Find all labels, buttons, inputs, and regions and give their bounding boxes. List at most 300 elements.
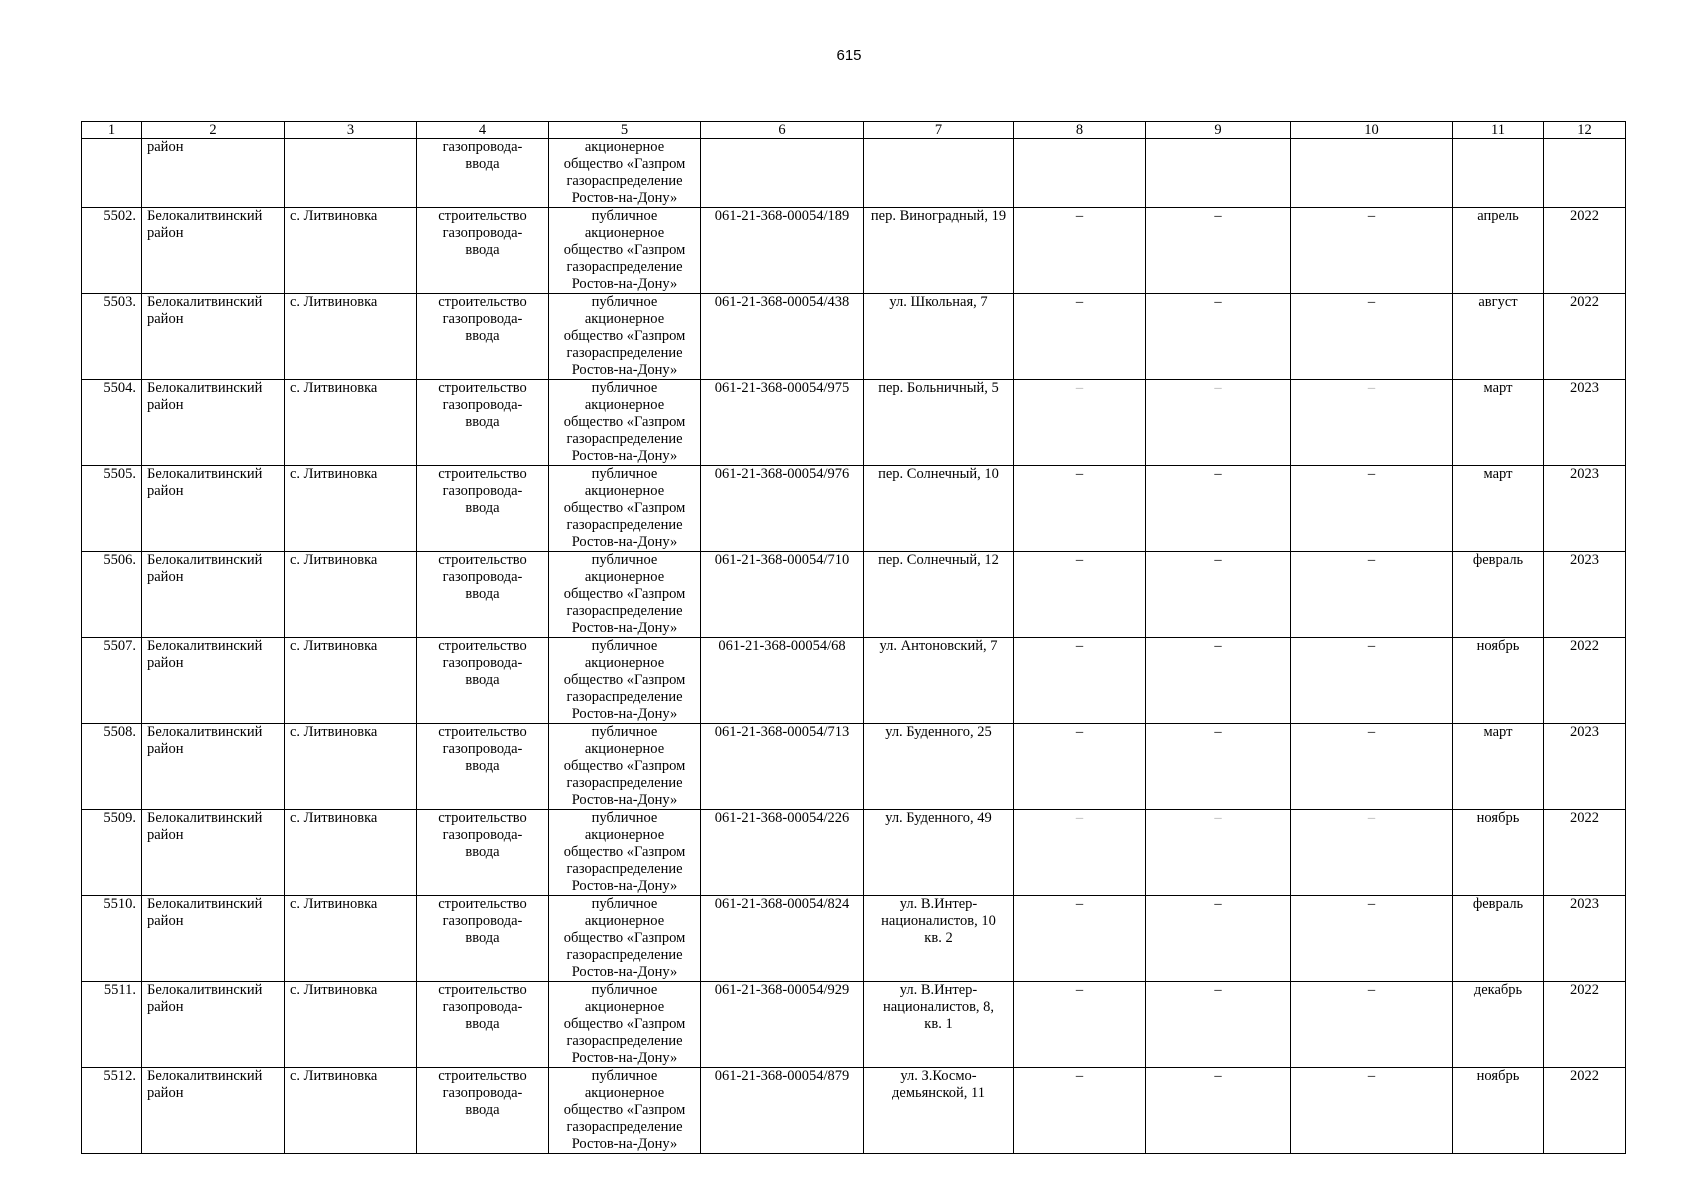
- owner-line: газораспределение: [566, 1119, 683, 1135]
- month-cell: апрель: [1453, 208, 1544, 294]
- work-type-line: строительство: [438, 208, 527, 224]
- column-number: 12: [1544, 122, 1626, 139]
- district-line: Белокалитвинский: [147, 896, 263, 912]
- owner-line: Ростов-на-Дону»: [571, 190, 678, 206]
- row-number-cell: 5512.: [82, 1068, 142, 1154]
- work-type-line: ввода: [465, 500, 500, 516]
- settlement-cell: с. Литвиновка: [285, 208, 417, 294]
- dash-cell: –: [1146, 380, 1291, 466]
- work-type-line: газопровода-: [442, 827, 523, 843]
- owner-line: акционерное: [584, 139, 665, 155]
- owner-line: публичное: [591, 810, 658, 826]
- owner-line: газораспределение: [566, 517, 683, 533]
- district-cell: [142, 810, 285, 896]
- district-line: Белокалитвинский: [147, 810, 263, 826]
- district-cell: [142, 724, 285, 810]
- district-cell: [142, 380, 285, 466]
- dash-cell: –: [1291, 552, 1453, 638]
- district-cell: [142, 294, 285, 380]
- owner-line: газораспределение: [566, 173, 683, 189]
- owner-line: общество «Газпром: [563, 930, 686, 946]
- dash-cell: –: [1291, 1068, 1453, 1154]
- owner-line: Ростов-на-Дону»: [571, 534, 678, 550]
- address-cell: [864, 724, 1014, 810]
- work-type-cell: [417, 896, 549, 982]
- owner-line: общество «Газпром: [563, 672, 686, 688]
- row-number-cell: 5506.: [82, 552, 142, 638]
- address-cell: [864, 896, 1014, 982]
- dash-cell: –: [1146, 466, 1291, 552]
- code-cell: 061-21-368-00054/713: [701, 724, 864, 810]
- settlement-cell: с. Литвиновка: [285, 1068, 417, 1154]
- district-line: район: [147, 311, 184, 327]
- owner-cell: [549, 208, 701, 294]
- owner-line: акционерное: [584, 483, 665, 499]
- owner-line: Ростов-на-Дону»: [571, 1050, 678, 1066]
- year-cell: 2023: [1544, 380, 1626, 466]
- owner-cell: [549, 380, 701, 466]
- owner-line: акционерное: [584, 741, 665, 757]
- settlement-cell: с. Литвиновка: [285, 466, 417, 552]
- owner-line: акционерное: [584, 999, 665, 1015]
- code-cell: 061-21-368-00054/189: [701, 208, 864, 294]
- month-cell: март: [1453, 724, 1544, 810]
- work-type-line: газопровода-: [442, 655, 523, 671]
- dash-cell: –: [1291, 466, 1453, 552]
- column-number: 4: [417, 122, 549, 139]
- address-line: националистов, 10: [881, 913, 996, 929]
- code-cell: 061-21-368-00054/710: [701, 552, 864, 638]
- owner-line: общество «Газпром: [563, 414, 686, 430]
- work-type-line: строительство: [438, 380, 527, 396]
- settlement-cell: с. Литвиновка: [285, 552, 417, 638]
- district-line: Белокалитвинский: [147, 208, 263, 224]
- dash-cell: –: [1146, 638, 1291, 724]
- column-number: 7: [864, 122, 1014, 139]
- dash-cell: –: [1291, 208, 1453, 294]
- page-number: 615: [836, 47, 862, 64]
- work-type-line: газопровода-: [442, 999, 523, 1015]
- column-number: 3: [285, 122, 417, 139]
- address-cell: [864, 139, 1014, 208]
- table-row: [82, 982, 1626, 1068]
- settlement-cell: с. Литвиновка: [285, 982, 417, 1068]
- work-type-line: ввода: [465, 328, 500, 344]
- owner-line: Ростов-на-Дону»: [571, 878, 678, 894]
- month-cell: декабрь: [1453, 982, 1544, 1068]
- address-line: кв. 1: [924, 1016, 953, 1032]
- empty-cell: [1146, 139, 1291, 208]
- row-number-cell: 5511.: [82, 982, 142, 1068]
- address-line: националистов, 8,: [882, 999, 995, 1015]
- row-number-cell: [82, 139, 142, 208]
- district-line: район: [147, 1085, 184, 1101]
- address-cell: [864, 294, 1014, 380]
- work-type-line: строительство: [438, 638, 527, 654]
- settlement-cell: с. Литвиновка: [285, 810, 417, 896]
- owner-cell: [549, 638, 701, 724]
- district-line: район: [147, 569, 184, 585]
- address-cell: [864, 380, 1014, 466]
- district-line: Белокалитвинский: [147, 466, 263, 482]
- continued-row: [82, 139, 1626, 208]
- owner-cell: [549, 896, 701, 982]
- district-line: район: [147, 483, 184, 499]
- district-cell: [142, 139, 285, 208]
- address-cell: [864, 552, 1014, 638]
- column-number: 8: [1014, 122, 1146, 139]
- month-cell: август: [1453, 294, 1544, 380]
- gas-pipeline-registry-table: [81, 121, 1626, 1154]
- dash-cell: –: [1146, 896, 1291, 982]
- owner-cell: [549, 1068, 701, 1154]
- owner-line: публичное: [591, 466, 658, 482]
- table-row: [82, 638, 1626, 724]
- dash-cell: –: [1146, 294, 1291, 380]
- work-type-line: строительство: [438, 552, 527, 568]
- column-number: 5: [549, 122, 701, 139]
- work-type-cell: [417, 466, 549, 552]
- code-cell: 061-21-368-00054/438: [701, 294, 864, 380]
- address-cell: [864, 638, 1014, 724]
- owner-line: газораспределение: [566, 775, 683, 791]
- owner-cell: [549, 294, 701, 380]
- owner-line: акционерное: [584, 397, 665, 413]
- work-type-line: газопровода-: [442, 397, 523, 413]
- work-type-line: газопровода-: [442, 139, 523, 155]
- owner-line: публичное: [591, 380, 658, 396]
- dash-cell: –: [1014, 294, 1146, 380]
- owner-line: публичное: [591, 1068, 658, 1084]
- dash-cell: –: [1014, 208, 1146, 294]
- owner-line: газораспределение: [566, 947, 683, 963]
- work-type-cell: [417, 552, 549, 638]
- dash-cell: –: [1291, 380, 1453, 466]
- owner-line: газораспределение: [566, 689, 683, 705]
- owner-cell: [549, 139, 701, 208]
- address-cell: [864, 810, 1014, 896]
- code-cell: 061-21-368-00054/929: [701, 982, 864, 1068]
- work-type-cell: [417, 380, 549, 466]
- address-line: ул. Буденного, 25: [885, 724, 992, 740]
- owner-line: Ростов-на-Дону»: [571, 964, 678, 980]
- owner-line: газораспределение: [566, 603, 683, 619]
- district-cell: [142, 896, 285, 982]
- table-row: [82, 294, 1626, 380]
- owner-line: акционерное: [584, 827, 665, 843]
- owner-cell: [549, 810, 701, 896]
- dash-cell: –: [1146, 1068, 1291, 1154]
- dash-cell: –: [1014, 1068, 1146, 1154]
- address-line: пер. Виноградный, 19: [870, 208, 1007, 224]
- dash-cell: –: [1014, 724, 1146, 810]
- work-type-line: строительство: [438, 466, 527, 482]
- owner-line: газораспределение: [566, 345, 683, 361]
- column-number: 6: [701, 122, 864, 139]
- settlement-cell: с. Литвиновка: [285, 896, 417, 982]
- code-cell: 061-21-368-00054/879: [701, 1068, 864, 1154]
- owner-cell: [549, 724, 701, 810]
- work-type-line: ввода: [465, 586, 500, 602]
- dash-cell: –: [1014, 982, 1146, 1068]
- row-number-cell: 5505.: [82, 466, 142, 552]
- work-type-line: строительство: [438, 810, 527, 826]
- table-row: [82, 552, 1626, 638]
- address-line: пер. Больничный, 5: [878, 380, 999, 396]
- address-cell: [864, 982, 1014, 1068]
- owner-line: акционерное: [584, 913, 665, 929]
- owner-line: общество «Газпром: [563, 242, 686, 258]
- code-cell: 061-21-368-00054/824: [701, 896, 864, 982]
- district-line: район: [147, 741, 184, 757]
- district-line: Белокалитвинский: [147, 294, 263, 310]
- work-type-cell: [417, 638, 549, 724]
- district-cell: [142, 208, 285, 294]
- work-type-cell: [417, 294, 549, 380]
- district-line: район: [147, 397, 184, 413]
- district-line: район: [147, 913, 184, 929]
- owner-line: газораспределение: [566, 431, 683, 447]
- owner-line: общество «Газпром: [563, 1102, 686, 1118]
- address-line: ул. Буденного, 49: [885, 810, 992, 826]
- month-cell: март: [1453, 466, 1544, 552]
- column-number: 11: [1453, 122, 1544, 139]
- owner-line: общество «Газпром: [563, 156, 686, 172]
- work-type-line: ввода: [465, 1102, 500, 1118]
- empty-cell: [1453, 139, 1544, 208]
- year-cell: 2023: [1544, 552, 1626, 638]
- year-cell: 2022: [1544, 208, 1626, 294]
- work-type-cell: [417, 208, 549, 294]
- work-type-line: ввода: [465, 758, 500, 774]
- table-row: [82, 1068, 1626, 1154]
- month-cell: ноябрь: [1453, 810, 1544, 896]
- owner-cell: [549, 982, 701, 1068]
- dash-cell: –: [1146, 552, 1291, 638]
- owner-line: общество «Газпром: [563, 328, 686, 344]
- year-cell: 2022: [1544, 638, 1626, 724]
- dash-cell: –: [1291, 810, 1453, 896]
- table-row: [82, 724, 1626, 810]
- address-cell: [864, 1068, 1014, 1154]
- owner-line: газораспределение: [566, 259, 683, 275]
- dash-cell: –: [1291, 294, 1453, 380]
- dash-cell: –: [1014, 810, 1146, 896]
- dash-cell: –: [1146, 208, 1291, 294]
- month-cell: февраль: [1453, 552, 1544, 638]
- district-cell: [142, 552, 285, 638]
- address-line: ул. В.Интер-: [899, 982, 978, 998]
- owner-line: Ростов-на-Дону»: [571, 620, 678, 636]
- year-cell: 2022: [1544, 810, 1626, 896]
- owner-line: Ростов-на-Дону»: [571, 1136, 678, 1152]
- district-line: Белокалитвинский: [147, 724, 263, 740]
- settlement-cell: с. Литвиновка: [285, 638, 417, 724]
- address-line: ул. Антоновский, 7: [879, 638, 998, 654]
- owner-line: публичное: [591, 208, 658, 224]
- work-type-line: газопровода-: [442, 569, 523, 585]
- owner-line: Ростов-на-Дону»: [571, 706, 678, 722]
- month-cell: март: [1453, 380, 1544, 466]
- code-cell: 061-21-368-00054/68: [701, 638, 864, 724]
- column-number: 10: [1291, 122, 1453, 139]
- owner-line: публичное: [591, 294, 658, 310]
- owner-line: газораспределение: [566, 861, 683, 877]
- year-cell: 2022: [1544, 982, 1626, 1068]
- owner-line: акционерное: [584, 569, 665, 585]
- row-number-cell: 5504.: [82, 380, 142, 466]
- dash-cell: –: [1014, 638, 1146, 724]
- work-type-line: строительство: [438, 896, 527, 912]
- row-number-cell: 5507.: [82, 638, 142, 724]
- work-type-line: газопровода-: [442, 741, 523, 757]
- owner-line: Ростов-на-Дону»: [571, 362, 678, 378]
- year-cell: 2022: [1544, 294, 1626, 380]
- owner-line: общество «Газпром: [563, 500, 686, 516]
- work-type-line: ввода: [465, 930, 500, 946]
- owner-line: публичное: [591, 896, 658, 912]
- address-cell: [864, 466, 1014, 552]
- year-cell: 2023: [1544, 896, 1626, 982]
- district-line: Белокалитвинский: [147, 552, 263, 568]
- work-type-line: газопровода-: [442, 1085, 523, 1101]
- work-type-cell: [417, 982, 549, 1068]
- table-row: [82, 466, 1626, 552]
- dash-cell: –: [1014, 380, 1146, 466]
- work-type-line: строительство: [438, 294, 527, 310]
- table-row: [82, 208, 1626, 294]
- column-number: 9: [1146, 122, 1291, 139]
- work-type-line: газопровода-: [442, 483, 523, 499]
- row-number-cell: 5503.: [82, 294, 142, 380]
- work-type-line: ввода: [465, 242, 500, 258]
- code-cell: 061-21-368-00054/226: [701, 810, 864, 896]
- owner-line: Ростов-на-Дону»: [571, 276, 678, 292]
- owner-line: публичное: [591, 724, 658, 740]
- month-cell: ноябрь: [1453, 638, 1544, 724]
- work-type-line: строительство: [438, 1068, 527, 1084]
- year-cell: 2023: [1544, 466, 1626, 552]
- work-type-line: газопровода-: [442, 311, 523, 327]
- table-row: [82, 896, 1626, 982]
- owner-line: общество «Газпром: [563, 1016, 686, 1032]
- owner-line: акционерное: [584, 655, 665, 671]
- table-row: [82, 810, 1626, 896]
- work-type-line: ввода: [465, 672, 500, 688]
- district-line: Белокалитвинский: [147, 1068, 263, 1084]
- column-number: 1: [82, 122, 142, 139]
- row-number-cell: 5510.: [82, 896, 142, 982]
- address-line: пер. Солнечный, 12: [878, 552, 999, 568]
- dash-cell: –: [1291, 724, 1453, 810]
- dash-cell: –: [1014, 466, 1146, 552]
- code-cell: 061-21-368-00054/976: [701, 466, 864, 552]
- address-cell: [864, 208, 1014, 294]
- district-cell: [142, 1068, 285, 1154]
- work-type-line: строительство: [438, 982, 527, 998]
- district-line: Белокалитвинский: [147, 638, 263, 654]
- address-line: ул. З.Космо-: [900, 1068, 977, 1084]
- district-cell: [142, 466, 285, 552]
- work-type-line: ввода: [465, 1016, 500, 1032]
- empty-cell: [1291, 139, 1453, 208]
- district-line: район: [147, 139, 184, 155]
- work-type-cell: [417, 139, 549, 208]
- district-line: Белокалитвинский: [147, 380, 263, 396]
- dash-cell: –: [1014, 896, 1146, 982]
- address-line: пер. Солнечный, 10: [878, 466, 999, 482]
- month-cell: ноябрь: [1453, 1068, 1544, 1154]
- work-type-cell: [417, 724, 549, 810]
- address-line: демьянской, 11: [892, 1085, 985, 1101]
- row-number-cell: 5502.: [82, 208, 142, 294]
- owner-cell: [549, 466, 701, 552]
- work-type-line: ввода: [465, 414, 500, 430]
- column-number: 2: [142, 122, 285, 139]
- dash-cell: –: [1291, 982, 1453, 1068]
- row-number-cell: 5509.: [82, 810, 142, 896]
- dash-cell: –: [1291, 896, 1453, 982]
- dash-cell: –: [1146, 810, 1291, 896]
- month-cell: февраль: [1453, 896, 1544, 982]
- code-cell: [701, 139, 864, 208]
- year-cell: 2023: [1544, 724, 1626, 810]
- dash-cell: –: [1146, 724, 1291, 810]
- owner-line: публичное: [591, 982, 658, 998]
- owner-line: акционерное: [584, 225, 665, 241]
- dash-cell: –: [1146, 982, 1291, 1068]
- row-number-cell: 5508.: [82, 724, 142, 810]
- owner-line: общество «Газпром: [563, 586, 686, 602]
- column-number-row: [82, 122, 1626, 139]
- settlement-cell: с. Литвиновка: [285, 724, 417, 810]
- code-cell: 061-21-368-00054/975: [701, 380, 864, 466]
- address-line: кв. 2: [924, 930, 953, 946]
- empty-cell: [1014, 139, 1146, 208]
- settlement-cell: с. Литвиновка: [285, 380, 417, 466]
- district-cell: [142, 982, 285, 1068]
- table-row: [82, 380, 1626, 466]
- district-cell: [142, 638, 285, 724]
- dash-cell: –: [1014, 552, 1146, 638]
- work-type-line: газопровода-: [442, 913, 523, 929]
- district-line: район: [147, 655, 184, 671]
- owner-line: общество «Газпром: [563, 758, 686, 774]
- owner-line: публичное: [591, 638, 658, 654]
- settlement-cell: [285, 139, 417, 208]
- work-type-line: строительство: [438, 724, 527, 740]
- work-type-cell: [417, 810, 549, 896]
- district-line: район: [147, 999, 184, 1015]
- owner-line: общество «Газпром: [563, 844, 686, 860]
- owner-line: акционерное: [584, 311, 665, 327]
- owner-line: Ростов-на-Дону»: [571, 448, 678, 464]
- work-type-line: ввода: [465, 156, 500, 172]
- owner-line: публичное: [591, 552, 658, 568]
- owner-cell: [549, 552, 701, 638]
- work-type-line: газопровода-: [442, 225, 523, 241]
- district-line: Белокалитвинский: [147, 982, 263, 998]
- year-cell: 2022: [1544, 1068, 1626, 1154]
- settlement-cell: с. Литвиновка: [285, 294, 417, 380]
- owner-line: газораспределение: [566, 1033, 683, 1049]
- owner-line: Ростов-на-Дону»: [571, 792, 678, 808]
- owner-line: акционерное: [584, 1085, 665, 1101]
- work-type-cell: [417, 1068, 549, 1154]
- address-line: ул. Школьная, 7: [889, 294, 988, 310]
- work-type-line: ввода: [465, 844, 500, 860]
- address-line: ул. В.Интер-: [899, 896, 978, 912]
